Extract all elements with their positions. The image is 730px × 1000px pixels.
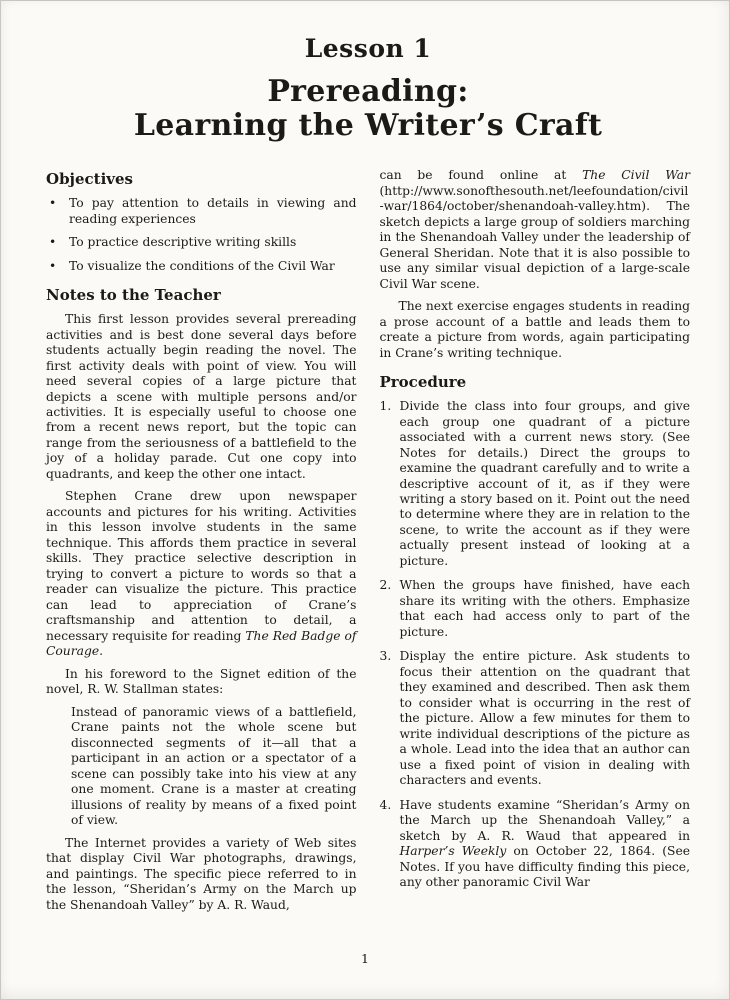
notes-paragraph-1: This first lesson provides several prereading activities and is best done several days before students actually begin reading the novel. The first activity deals with point of view. You will need several copies of a large picture that depicts a scene with multiple persons and/or activities. It is especially useful to choose one from a recent news report, but the topic can range from the seriousness of a battlefield to the joy of a holiday parade. Cut one copy into quadrants, and keep the other one intact. bbox=[46, 312, 357, 481]
objective-item bbox=[46, 235, 357, 250]
step-text: Display the entire picture. Ask students to focus their attention on the quadrant that they examined and described. Then ask them to consider what is occurring in the rest of the picture. Allow a few minutes for them to write individual descriptions of the picture as a whole. Lead into the idea that an author can use a fixed point of vision in dealing with characters and events. bbox=[399, 649, 690, 788]
step-number: 3. bbox=[379, 649, 392, 664]
bullet-icon: • bbox=[49, 258, 57, 273]
procedure-step bbox=[380, 798, 691, 891]
right-column bbox=[380, 168, 691, 920]
bullet-icon: • bbox=[49, 196, 57, 211]
step-text: Divide the class into four groups, and give each group one quadrant of a picture associated with a current news story. (See Notes for details.) Direct the groups to examine the quadrant carefully and to write a descriptive account of it, as if they were writing a story based on it. Point out the need to determine where they are in relation to the scene, to write the account as if they were actually present instead of looking at a picture. bbox=[399, 399, 690, 568]
page-title-line1: Prereading: bbox=[267, 74, 469, 109]
procedure-step bbox=[380, 649, 691, 788]
left-column bbox=[46, 168, 357, 920]
step-number: 2. bbox=[379, 578, 392, 593]
text-run: on October 22, 1864. (See Notes. If you have difficulty finding this piece, any other panoramic Civil War bbox=[399, 844, 690, 890]
step-number: 4. bbox=[379, 797, 392, 812]
notes-paragraph-6: The next exercise engages students in reading a prose account of a battle and leads them to create a picture from words, again participating in Crane’s writing technique. bbox=[379, 299, 690, 360]
objectives-list bbox=[46, 196, 357, 274]
bullet-icon: • bbox=[49, 235, 57, 250]
two-column-body bbox=[46, 168, 690, 920]
objectives-heading: Objectives bbox=[46, 170, 133, 189]
procedure-heading: Procedure bbox=[379, 373, 467, 392]
notes-paragraph-2 bbox=[46, 489, 357, 659]
objective-text: To visualize the conditions of the Civil War bbox=[69, 258, 335, 273]
page-title bbox=[46, 75, 690, 143]
step-text: When the groups have finished, have each share its writing with the others. Emphasize that each had access only to part of the picture. bbox=[399, 578, 690, 639]
magazine-title-italic: Harper’s Weekly bbox=[399, 844, 507, 859]
text-run: Have students examine “Sheridan’s Army on the March up the Shenandoah Valley,” a sketch by A. R. Waud that appeared in bbox=[399, 797, 690, 843]
page-number: 1 bbox=[361, 951, 369, 966]
text-run-with-url: (http://www.sonofthesouth.net/leefoundation/civil-war/1864/october/shenandoah-valley.htm). The sketch depicts a large group of soldiers marching in the Shenandoah Valley under the leadership of General Sheridan. Note that it is also possible to use any similar visual depiction of a large-scale Civil War scene. bbox=[379, 183, 690, 291]
text-run: . bbox=[99, 644, 104, 659]
text-run: Stephen Crane drew upon newspaper accounts and pictures for his writing. Activities in this lesson involve students in the same technique. This affords them practice in several skills. They practice selective description in trying to convert a picture to words so that a reader can visualize the picture. This practice can lead to appreciation of Crane’s craftsmanship and attention to detail, a necessary requisite for reading bbox=[46, 489, 357, 643]
text-run: can be found online at bbox=[379, 168, 583, 183]
procedure-list bbox=[380, 399, 691, 891]
procedure-step bbox=[380, 399, 691, 569]
book-title-italic: The Red Badge of Courage bbox=[46, 628, 357, 659]
notes-heading: Notes to the Teacher bbox=[46, 286, 221, 305]
lesson-label: Lesson 1 bbox=[304, 34, 432, 63]
objective-item bbox=[46, 196, 357, 227]
source-title-italic: The Civil War bbox=[582, 168, 690, 183]
page-title-line2: Learning the Writer’s Craft bbox=[133, 108, 603, 144]
notes-paragraph-5 bbox=[380, 168, 691, 292]
step-number: 1. bbox=[379, 399, 392, 414]
procedure-step bbox=[380, 578, 691, 640]
notes-paragraph-3: In his foreword to the Signet edition of the novel, R. W. Stallman states: bbox=[46, 666, 357, 697]
block-quote: Instead of panoramic views of a battlefield, Crane paints not the whole scene but disconnected segments of it—all that a participant in an action or a spectator of a scene can possibly take into his view at any one moment. Crane is a master at creating illusions of reality by means of a fixed point of view. bbox=[71, 704, 357, 828]
objective-item bbox=[46, 259, 357, 274]
notes-paragraph-4: The Internet provides a variety of Web sites that display Civil War photographs, drawings, and paintings. The specific piece referred to in the lesson, “Sheridan’s Army on the March up the Shenandoah Valley” by A. R. Waud, bbox=[46, 835, 357, 912]
document-header bbox=[46, 34, 690, 143]
objective-text: To pay attention to details in viewing and reading experiences bbox=[69, 196, 357, 226]
step-text bbox=[400, 798, 691, 889]
objective-text: To practice descriptive writing skills bbox=[69, 235, 297, 250]
